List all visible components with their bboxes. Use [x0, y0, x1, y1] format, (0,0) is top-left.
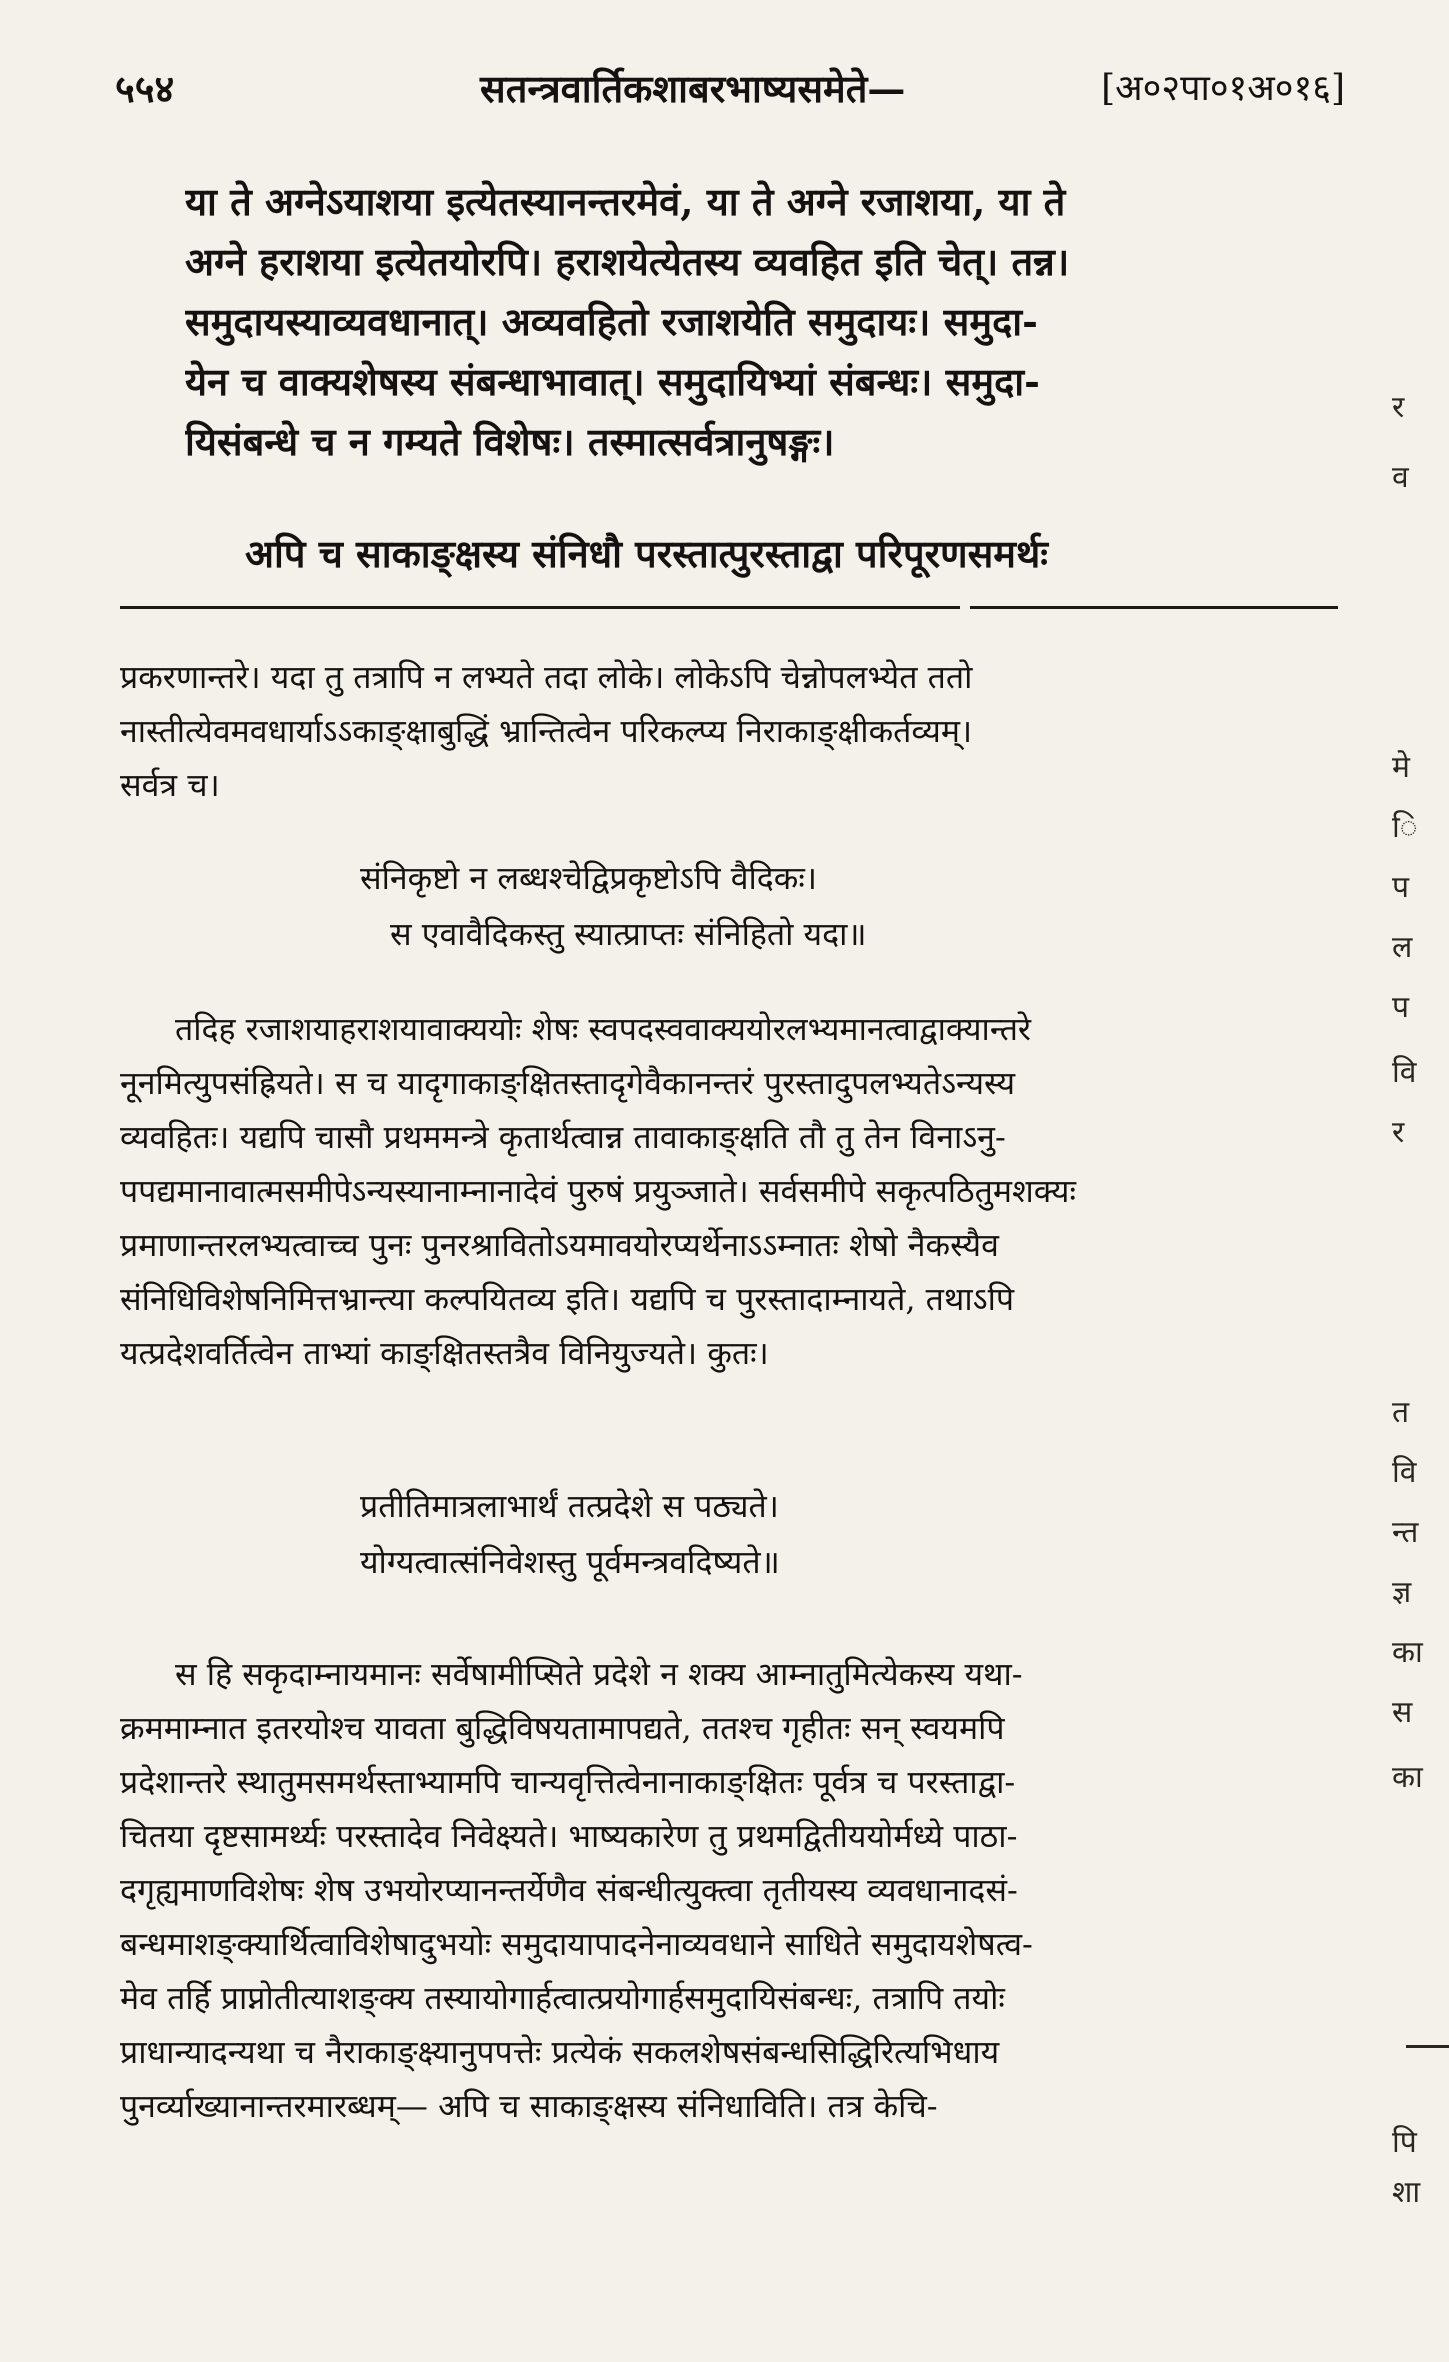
- margin-glyph: ि: [1392, 810, 1418, 845]
- commentary-line: बन्धमाशङ्क्यार्थित्वाविशेषादुभयोः समुदायापादनेनाव्यवधाने साधिते समुदायशेषत्व-: [120, 1925, 1033, 1963]
- margin-glyph: पि: [1392, 2125, 1417, 2160]
- margin-glyph: का: [1392, 1760, 1423, 1795]
- commentary-paragraph: [120, 1002, 1350, 1380]
- margin-glyph: व: [1392, 460, 1409, 495]
- commentary-line: व्यवहितः। यद्यपि चासौ प्रथममन्त्रे कृतार्थत्वान्न तावाकाङ्क्षति तौ तु तेन विनाऽनु-: [120, 1118, 1006, 1156]
- margin-glyph: मे: [1392, 750, 1410, 785]
- commentary-line: यत्प्रदेशवर्तित्वेन ताभ्यां काङ्क्षितस्तत्रैव विनियुज्यते। कुतः।: [120, 1334, 769, 1372]
- commentary-line: नूनमित्युपसंह्रियते। स च यादृगाकाङ्क्षितस्तादृगेवैकानन्तरं पुरस्तादुपलभ्यतेऽन्यस्य: [120, 1064, 1016, 1102]
- verse-line: योग्यत्वात्संनिवेशस्तु पूर्वमन्त्रवदिष्यते॥: [360, 1543, 780, 1581]
- commentary-line: सर्वत्र च।: [120, 766, 220, 804]
- commentary-line: नास्तीत्येवमवधार्याऽऽकाङ्क्षाबुद्धिं भ्रान्तित्वेन परिकल्प्य निराकाङ्क्षीकर्तव्यम्।: [120, 712, 973, 750]
- margin-glyph: ल: [1392, 930, 1413, 965]
- verse-block: [360, 1478, 1260, 1590]
- bhashya-line: समुदायस्याव्यवधानात्। अव्यवहितो रजाशयेति समुदायः। समुदा-: [185, 299, 1038, 344]
- commentary-line: चितया दृष्टसामर्थ्यः परस्तादेव निवेक्ष्यते। भाष्यकारेण तु प्रथमद्वितीययोर्मध्ये पाठा-: [120, 1817, 1018, 1855]
- margin-glyph: वि: [1392, 1455, 1417, 1490]
- commentary-line: प्रदेशान्तरे स्थातुमसमर्थस्ताभ्यामपि चान्यवृत्तित्वेनानाकाङ्क्षितः पूर्वत्र च परस्ताद्वा-: [120, 1763, 1016, 1801]
- bhashya-line: अग्ने हराशया इत्येतयोरपि। हराशयेत्येतस्य व्यवहित इति चेत्। तन्न।: [185, 239, 1070, 284]
- facing-page-rule: [1406, 2045, 1449, 2048]
- margin-glyph: न्त: [1392, 1515, 1419, 1550]
- bhashya-line: येन च वाक्यशेषस्य संबन्धाभावात्। समुदायिभ्यां संबन्धः। समुदा-: [185, 359, 1040, 404]
- margin-glyph: प: [1392, 870, 1410, 905]
- commentary-line: स हि सकृदाम्नायमानः सर्वेषामीप्सिते प्रदेशे न शक्य आम्नातुमित्येकस्य यथा-: [175, 1655, 1023, 1693]
- facing-page-bleed: [1392, 360, 1449, 2360]
- commentary-line: पपद्यमानावात्मसमीपेऽन्यस्यानाम्नानादेवं पुरुषं प्रयुञ्जाते। सर्वसमीपे सकृत्पठितुमशक्यः: [120, 1172, 1076, 1210]
- commentary-line: प्रकरणान्तरे। यदा तु तत्रापि न लभ्यते तदा लोके। लोकेऽपि चेन्नोपलभ्येत ततो: [120, 658, 973, 696]
- commentary-paragraph: [120, 1647, 1350, 2133]
- running-head: [115, 62, 1345, 122]
- verse-line: संनिकृष्टो न लब्धश्चेद्विप्रकृष्टोऽपि वैदिकः।: [360, 859, 817, 897]
- verse-line: प्रतीतिमात्रलाभार्थं तत्प्रदेशे स पठ्यते।: [360, 1487, 779, 1525]
- commentary-line: प्राधान्यादन्यथा च नैराकाङ्क्ष्यानुपपत्तेः प्रत्येकं सकलशेषसंबन्धसिद्धिरित्यभिधाय: [120, 2033, 1000, 2071]
- page-number: ५५४: [115, 66, 175, 111]
- bhashya-text: [185, 172, 1335, 472]
- bhashya-line: या ते अग्नेऽयाशया इत्येतस्यानन्तरमेवं, या ते अग्ने रजाशया, या ते: [185, 179, 1066, 224]
- margin-glyph: का: [1392, 1635, 1423, 1670]
- sutra-heading: अपि च साकाङ्क्षस्य संनिधौ परस्तात्पुरस्ताद्वा परिपूरणसमर्थः: [245, 531, 1048, 576]
- commentary-line: मेव तर्हि प्राप्नोतीत्याशङ्क्य तस्यायोगार्हत्वात्प्रयोगार्हसमुदायिसंबन्धः, तत्रापि तयोः: [120, 1979, 1005, 2017]
- commentary-line: संनिधिविशेषनिमित्तभ्रान्त्या कल्पयितव्य इति। यद्यपि च पुरस्तादाम्नायते, तथाऽपि: [120, 1280, 1015, 1318]
- verse-line: स एवावैदिकस्तु स्यात्प्राप्तः संनिहितो यदा॥: [390, 915, 867, 953]
- commentary-line: दगृह्यमाणविशेषः शेष उभयोरप्यानन्तर्येणैव संबन्धीत्युक्त्वा तृतीयस्य व्यवधानादसं-: [120, 1871, 1018, 1909]
- commentary-paragraph: [120, 650, 1350, 812]
- margin-glyph: ज्ञ: [1392, 1575, 1412, 1610]
- margin-glyph: प: [1392, 990, 1410, 1025]
- section-reference: [अ०२पा०१अ०१६]: [1101, 68, 1345, 109]
- divider-rule: [120, 606, 960, 609]
- margin-glyph: र: [1392, 1115, 1405, 1150]
- margin-glyph: र: [1392, 390, 1405, 425]
- verse-block: [360, 850, 1260, 962]
- commentary-line: क्रममाम्नात इतरयोश्च यावता बुद्धिविषयतामापद्यते, ततश्च गृहीतः सन् स्वयमपि: [120, 1709, 1005, 1747]
- margin-glyph: स: [1392, 1695, 1413, 1730]
- commentary-line: प्रमाणान्तरलभ्यत्वाच्च पुनः पुनरश्रावितोऽयमावयोरप्यर्थेनाऽऽम्नातः शेषो नैकस्यैव: [120, 1226, 999, 1264]
- margin-glyph: वि: [1392, 1055, 1417, 1090]
- margin-glyph: त: [1392, 1395, 1410, 1430]
- margin-glyph: शा: [1392, 2175, 1421, 2210]
- bhashya-line: यिसंबन्धे च न गम्यते विशेषः। तस्मात्सर्वत्रानुषङ्गः।: [185, 419, 835, 464]
- running-title: सतन्त्रवार्तिकशाबरभाष्यसमेते—: [480, 66, 906, 111]
- divider-rule: [970, 606, 1338, 609]
- commentary-line: तदिह रजाशयाहराशयावाक्ययोः शेषः स्वपदस्ववाक्ययोरलभ्यमानत्वाद्वाक्यान्तरे: [175, 1010, 1032, 1048]
- commentary-line: पुनर्व्याख्यानान्तरमारब्धम्— अपि च साकाङ्क्षस्य संनिधाविति। तत्र केचि-: [120, 2087, 938, 2125]
